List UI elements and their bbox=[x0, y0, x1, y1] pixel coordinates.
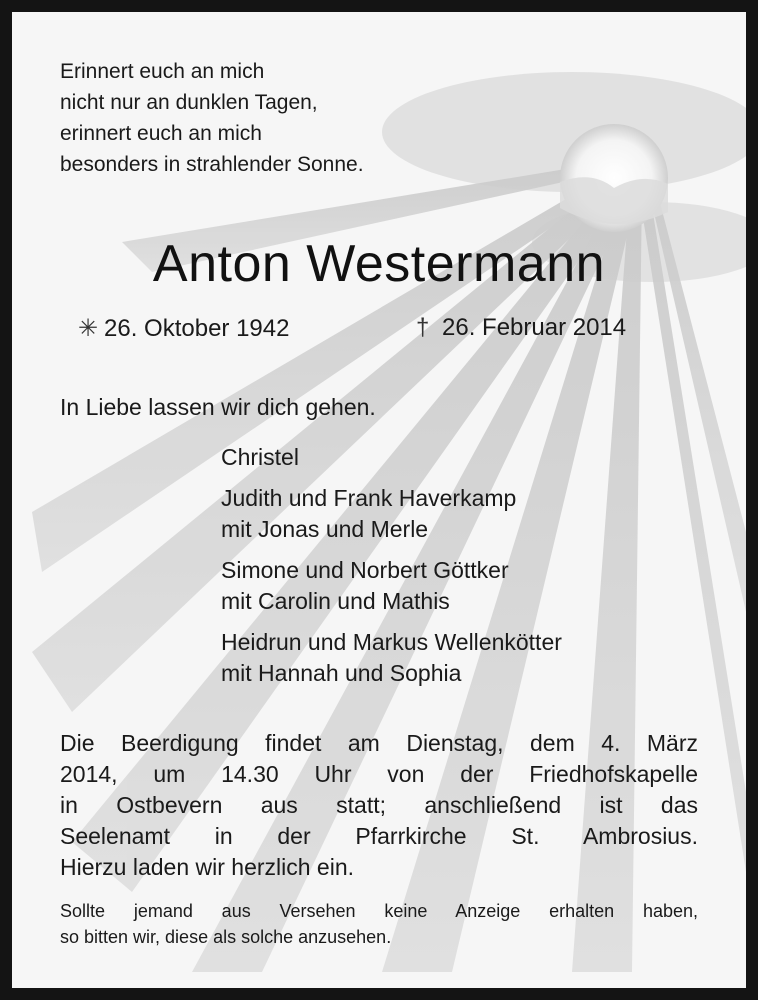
mourner-line: mit Hannah und Sophia bbox=[221, 660, 462, 686]
notice-line: Sollte jemand aus Versehen keine Anzeige erhalten haben, bbox=[60, 901, 698, 921]
notice-line: so bitten wir, diese als solche anzusehen. bbox=[60, 927, 392, 947]
mourner-line: mit Jonas und Merle bbox=[221, 516, 429, 542]
death-date-text: 26. Februar 2014 bbox=[442, 314, 627, 341]
funeral-line: 2014, um 14.30 Uhr von der Friedhofskapelle bbox=[60, 761, 698, 787]
cross-icon: † bbox=[416, 314, 430, 341]
mourner-line: Simone und Norbert Göttker bbox=[221, 557, 509, 583]
funeral-line: in Ostbevern aus statt; anschließend ist das bbox=[60, 792, 698, 818]
missing-notice bbox=[60, 898, 698, 950]
poem-line: Erinnert euch an mich bbox=[60, 60, 265, 83]
poem bbox=[60, 56, 364, 180]
funeral-line: Hierzu laden wir herzlich ein. bbox=[60, 854, 355, 880]
mourners-list bbox=[221, 442, 562, 699]
poem-line: nicht nur an dunklen Tagen, bbox=[60, 91, 318, 114]
poem-line: besonders in strahlender Sonne. bbox=[60, 153, 364, 176]
mourner-line: Heidrun und Markus Wellenkötter bbox=[221, 629, 562, 655]
mourner-line: Judith und Frank Haverkamp bbox=[221, 485, 517, 511]
poem-line: erinnert euch an mich bbox=[60, 122, 262, 145]
funeral-line: Seelenamt in der Pfarrkirche St. Ambrosius. bbox=[60, 823, 698, 849]
mourner-group bbox=[221, 442, 562, 473]
funeral-line: Die Beerdigung findet am Dienstag, dem 4. März bbox=[60, 730, 698, 756]
mourner-group bbox=[221, 483, 562, 545]
farewell-line: In Liebe lassen wir dich gehen. bbox=[60, 394, 376, 420]
mourner-group bbox=[221, 555, 562, 617]
funeral-details bbox=[60, 728, 698, 883]
star-icon: ✳ bbox=[78, 315, 99, 342]
deceased-name: Anton Westermann bbox=[152, 235, 606, 293]
birth-date-text: 26. Oktober 1942 bbox=[104, 315, 290, 342]
birth-date bbox=[78, 314, 289, 343]
mourner-line: Christel bbox=[221, 444, 299, 470]
mourner-group bbox=[221, 627, 562, 689]
mourner-line: mit Carolin und Mathis bbox=[221, 588, 450, 614]
death-date bbox=[416, 314, 626, 342]
